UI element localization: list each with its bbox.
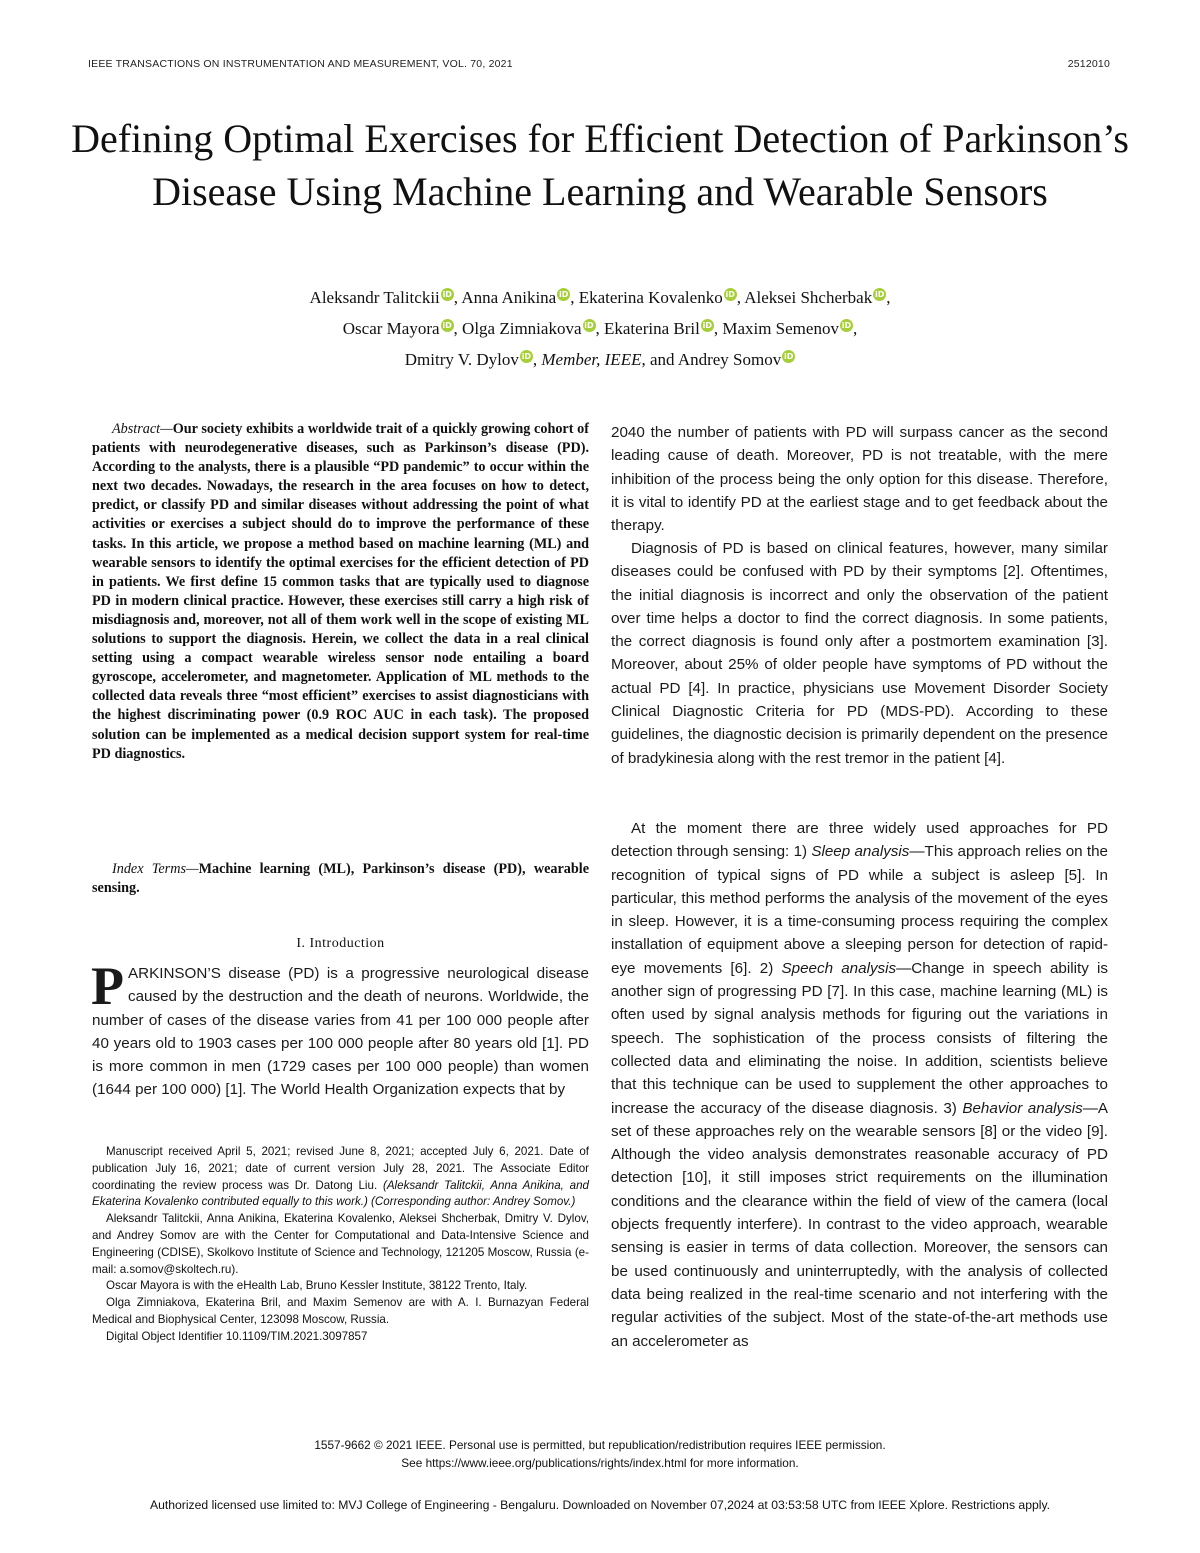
orcid-icon[interactable]: iD	[725, 290, 735, 299]
author-list: Aleksandr Talitckii iD , Anna Anikina iD , Ekaterina Kovalenko iD , Aleksei Shcherbak iD , Oscar Mayora iD , Olga Zimniakova iD , Ekaterina Bril iD , Maxim Semenov iD , Dmitry V. Dylov iD , Member, IEEE, and Andrey Somov iD	[309, 288, 891, 369]
approach-sleep: Sleep analysis	[811, 843, 910, 861]
body-paragraph-1: 2040 the number of patients with PD will surpass cancer as the second leading cause of death. Moreover, PD is not treatable, with the mere inhibition of the process being the only option for this disease. Therefore, it is vital to identify PD at the earliest stage and to get feedback about the therapy.	[611, 424, 1108, 535]
orcid-icon[interactable]: iD	[521, 352, 532, 361]
copyright-text: See	[401, 1456, 426, 1470]
author-name: Anna Anikina	[461, 288, 557, 307]
section-heading: I. Introduction	[296, 936, 385, 951]
body-text: At the moment there are three widely used approaches for PD detection through sensing: 1)	[611, 820, 1108, 861]
member-designation: Member, IEEE	[541, 350, 642, 369]
orcid-icon[interactable]: iD	[702, 321, 713, 330]
abstract-text: Our society exhibits a worldwide trait of a quickly growing cohort of patients with neurodegenerative diseases, such as Parkinson’s disease (PD). According to the analysts, there is a plausible “PD pandemic” to occur within the next two decades. Nowadays, the research in the area focuses on how to detect, predict, or classify PD and similar diseases without addressing the point of what activities or exercises a subject should do to improve the performance of these tasks. In this article, we propose a method based on machine learning (ML) and wearable sensors to identify the optimal exercises for the efficient detection of PD in patients. We first define 15 common tasks that are typically used to diagnose PD in modern clinical practice. However, these exercises still carry a high risk of misdiagnosis and, moreover, not all of them work well in the scope of existing ML solutions to support the diagnosis. Herein, we collect the data in a real clinical setting using a compact wearable wireless sensor node entailing a board gyroscope, accelerometer, and magnetometer. Application of ML methods to the collected data reveals three “most efficient” exercises to assist diagnosticians with the highest discriminating power (0.9 ROC AUC in each task). The proposed solution can be implemented as a medical decision support system for real-time PD diagnostics.	[92, 421, 589, 762]
orcid-icon[interactable]: iD	[584, 321, 594, 330]
copyright-text: for more information.	[686, 1456, 799, 1470]
body-paragraph-2: Diagnosis of PD is based on clinical features, however, many similar diseases could be confused with PD by their symptoms [2]. Oftentimes, the initial diagnosis is incorrect and only the observation of the patient over time helps a doctor to find the correct diagnosis. In some patients, the correct diagnosis is found only after a postmortem examination [3]. Moreover, about 25% of older people have symptoms of PD without the actual PD [4]. In practice, physicians use Movement Disorder Society Clinical Diagnostic Criteria for PD (MDS-PD). According to these guidelines, the diagnostic decision is primarily dependent on the presence of bradykinesia along with the rest tremor in the patient [4].	[611, 540, 1108, 767]
copyright-notice	[100, 1436, 1100, 1472]
footnote-text: Manuscript received April 5, 2021; revised June 8, 2021; accepted July 6, 2021. Date of publication July 16, 2021; date of current version July 28, 2021. The Associate Editor coordinating the review process was Dr. Datong Liu.	[92, 1145, 589, 1192]
intro-paragraph	[91, 956, 589, 1102]
author-name: Olga Zimniakova	[462, 319, 582, 338]
footnote-doi: Digital Object Identifier 10.1109/TIM.2021.3097857	[106, 1329, 368, 1343]
footnote-manuscript	[92, 1144, 589, 1211]
body-text: —A set of these approaches rely on the wearable sensors [8] or the video [9]. Although the video analysis demonstrates reasonable accuracy of PD detection [10], it still imposes strict requirements on the illumination conditions and the clearance within the field of view of the camera (local objects frequently interfere). In contrast to the video approach, wearable sensing is easier in terms of data collection. Moreover, the sensors can be used continuously and uninterruptedly, with the analysis of collected data being realized in the real-time scenario and not interfering with the regular activities of the subject. Most of the state-of-the-art methods use an accelerometer as	[611, 1099, 1109, 1350]
footnote-affiliation-1: Aleksandr Talitckii, Anna Anikina, Ekaterina Kovalenko, Aleksei Shcherbak, Dmitry V. Dylov, and Andrey Somov are with the Center for Computational and Data-Intensive Science and Engineering (CDISE), Skolkovo Institute of Science and Technology, 121205 Moscow, Russia (e-mail: a.somov@skoltech.ru).	[92, 1212, 589, 1276]
author-name: Maxim Semenov	[722, 319, 839, 338]
rights-link[interactable]: https://www.ieee.org/publications/rights/index.html	[425, 1456, 687, 1470]
author-name: Dmitry V. Dylov	[404, 350, 519, 369]
footnotes	[92, 1144, 589, 1346]
orcid-icon[interactable]: iD	[875, 290, 885, 299]
drop-cap: P	[91, 956, 124, 1016]
abstract	[92, 420, 589, 764]
running-header-journal: IEEE TRANSACTIONS ON INSTRUMENTATION AND MEASUREMENT, VOL. 70, 2021	[88, 58, 513, 70]
footnote-affiliation-2: Oscar Mayora is with the eHealth Lab, Bruno Kessler Institute, 38122 Trento, Italy.	[106, 1279, 528, 1293]
orcid-icon[interactable]: iD	[442, 290, 452, 299]
approach-behavior: Behavior analysis	[962, 1099, 1083, 1117]
copyright-see-line	[100, 1454, 1100, 1472]
copyright-line: 1557-9662 © 2021 IEEE. Personal use is permitted, but republication/redistribution requires IEEE permission.	[314, 1438, 886, 1452]
orcid-icon[interactable]: iD	[841, 321, 852, 330]
body-text: —This approach relies on the recognition of typical signs of PD while a subject is asleep [5]. In particular, this method performs the analysis of the movement of the eyes in sleep. However, it is a time-consuming process requiring the complex installation of equipment above a sleeping person for detection of rapid-eye movements [6]. 2)	[611, 843, 1108, 977]
body-paragraph-3	[611, 817, 1108, 1353]
author-name: Andrey Somov	[677, 350, 782, 369]
author-name: Aleksei Shcherbak	[744, 288, 873, 307]
running-header-page-number: 2512010	[1067, 58, 1110, 70]
orcid-icon[interactable]: iD	[784, 352, 794, 361]
author-name: Oscar Mayora	[342, 319, 440, 338]
orcid-icon[interactable]: iD	[442, 321, 452, 330]
index-terms	[92, 860, 589, 898]
author-name: Ekaterina Kovalenko	[578, 288, 723, 307]
approach-speech: Speech analysis	[781, 959, 897, 977]
index-terms-label: Index Terms—	[112, 861, 199, 877]
index-terms-text: Machine learning (ML), Parkinson’s disease (PD), wearable sensing.	[92, 861, 589, 897]
paper-title: Defining Optimal Exercises for Efficient Detection of Parkinson’s Disease Using Machine Learning and Wearable Sensors	[71, 116, 1129, 214]
footnote-affiliation-3: Olga Zimniakova, Ekaterina Bril, and Maxim Semenov are with A. I. Burnazyan Federal Medical and Biophysical Center, 123098 Moscow, Russia.	[92, 1296, 589, 1326]
footnote-italic: (Aleksandr Talitckii, Anna Anikina, and Ekaterina Kovalenko contributed equally to this work.) (Corresponding author: Andrey Somov.)	[92, 1178, 589, 1209]
intro-text: ARKINSON’S disease (PD) is a progressive neurological disease caused by the destruction and the death of neurons. Worldwide, the number of cases of the disease varies from 41 per 100 000 people after 40 years old to 1903 cases per 100 000 people after 80 years old [1]. PD is more common in men (1729 cases per 100 000 people) than women (1644 per 100 000) [1]. The World Health Organization expects that by	[92, 965, 589, 1099]
orcid-icon[interactable]: iD	[559, 290, 569, 299]
author-name: Ekaterina Bril	[604, 319, 700, 338]
license-footer: Authorized licensed use limited to: MVJ College of Engineering - Bengaluru. Downloaded on November 07,2024 at 03:53:58 UTC from IEEE Xplore. Restrictions apply.	[149, 1498, 1051, 1512]
author-name: Aleksandr Talitckii	[309, 288, 440, 307]
body-text: —Change in speech ability is another sign of progressing PD [7]. In this case, machine learning (ML) is often used by signal analysis methods for figuring out the variations in speech. The sophistication of the process consists of filtering the collected data and eliminating the noise. In addition, scientists believe that this technique can be used to supplement the other approaches to increase the accuracy of the disease diagnosis. 3)	[611, 959, 1108, 1117]
abstract-label: Abstract—	[112, 421, 173, 437]
